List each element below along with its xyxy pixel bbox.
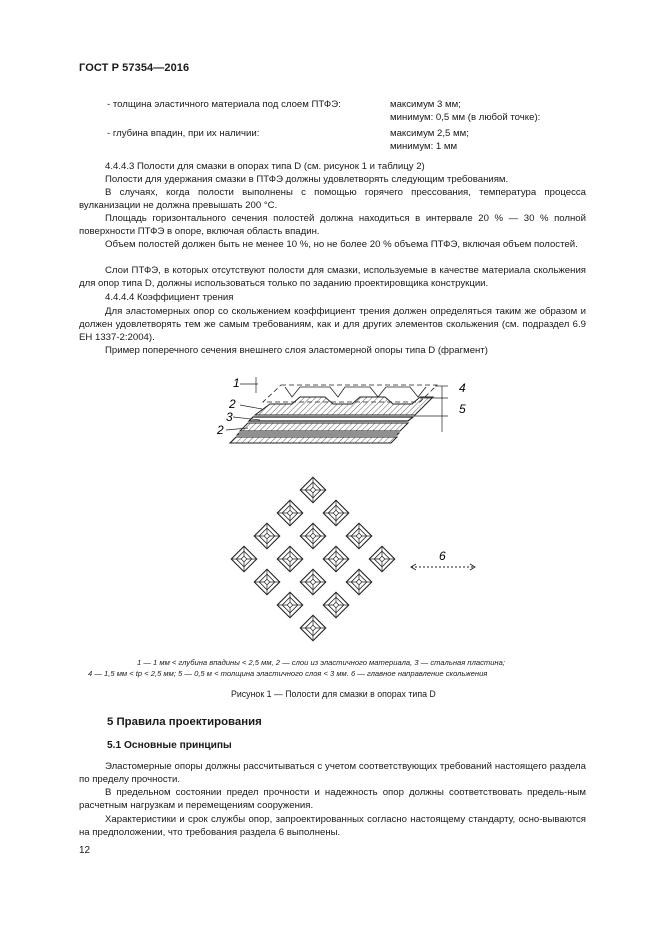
figure-label: 2	[229, 397, 236, 411]
paragraph: Площадь горизонтального сечения полостей должна находиться в интервале 20 % — 30 % полной поверхности ПТФЭ в опоре, включая область впадин.	[79, 213, 586, 237]
paragraph: Слои ПТФЭ, в которых отсутствуют полости для смазки, используемые в качестве материала скольжения для опор типа D, должны использоваться только по заданию проектировщика конструкции.	[79, 265, 586, 289]
figure-legend: 1 — 1 мм < глубина впадины < 2,5 мм, 2 — слои из эластичного материала, 3 — стальная пластина;	[137, 658, 505, 667]
paragraph: Характеристики и срок службы опор, запроектированных согласно настоящему стандарту, осно-вываются на предположении, что требования раздела 6 выполнены.	[79, 814, 586, 838]
requirement-value: максимум 2,5 мм;	[390, 128, 469, 139]
paragraph: В предельном состоянии предел прочности и надежность опор должны соответствовать предель-ным расчетным нагрузкам и перемещениям сооружения.	[79, 787, 586, 811]
paragraph: Объем полостей должен быть не менее 10 %, но не более 20 % объема ПТФЭ, включая объем полостей.	[105, 239, 578, 250]
figure-caption: Рисунок 1 — Полости для смазки в опорах типа D	[231, 689, 436, 699]
subsection-heading: 5.1 Основные принципы	[107, 740, 232, 751]
figure-label: 6	[439, 549, 446, 563]
requirement-value: минимум: 0,5 мм (в любой точке):	[390, 112, 541, 123]
paragraph: Для эластомерных опор со скольжением коэффициент трения должен определяться таким же образом и должен удовлетворять тем же самым требованиям, как и для других элементов скольжения (см. подраздел 6.9 ЕН 1337-2:2004).	[79, 306, 586, 343]
section-heading: 4.4.4.4 Коэффициент трения	[105, 292, 234, 303]
document-header: ГОСТ Р 57354—2016	[79, 62, 190, 74]
figure-label: 3	[226, 410, 233, 424]
figure-label: 2	[217, 423, 224, 437]
paragraph: Полости для удержания смазки в ПТФЭ должны удовлетворять следующим требованиям.	[105, 174, 509, 185]
paragraph: Пример поперечного сечения внешнего слоя эластомерной опоры типа D (фрагмент)	[105, 345, 488, 356]
figure-label: 1	[233, 376, 240, 390]
page-number: 12	[79, 845, 91, 856]
figure-legend: 4 — 1,5 мм < tp < 2,5 мм; 5 — 0,5 м < толщина эластичного слоя < 3 мм. 6 — главное направление скольжения	[88, 669, 488, 678]
figure-label: 5	[459, 402, 466, 416]
paragraph: Эластомерные опоры должны рассчитываться с учетом соответствующих требований настоящего раздела по пределу прочности.	[79, 761, 586, 785]
requirement-label: - толщина эластичного материала под слоем ПТФЭ:	[107, 99, 341, 110]
requirement-value: максимум 3 мм;	[390, 99, 461, 110]
paragraph: В случаях, когда полости выполнены с помощью горячего прессования, температура процесса вулканизации не должна превышать 200 °С.	[79, 187, 586, 211]
sliding-direction-arrow	[411, 564, 475, 570]
section-heading: 4.4.4.3 Полости для смазки в опорах типа D (см. рисунок 1 и таблицу 2)	[105, 161, 425, 172]
requirement-label: - глубина впадин, при их наличии:	[107, 128, 260, 139]
section-heading: 5 Правила проектирования	[107, 716, 262, 728]
cross-section	[230, 385, 437, 443]
requirement-value: минимум: 1 мм	[390, 141, 458, 152]
figure-label: 4	[459, 381, 466, 395]
pocket-grid	[231, 477, 394, 640]
